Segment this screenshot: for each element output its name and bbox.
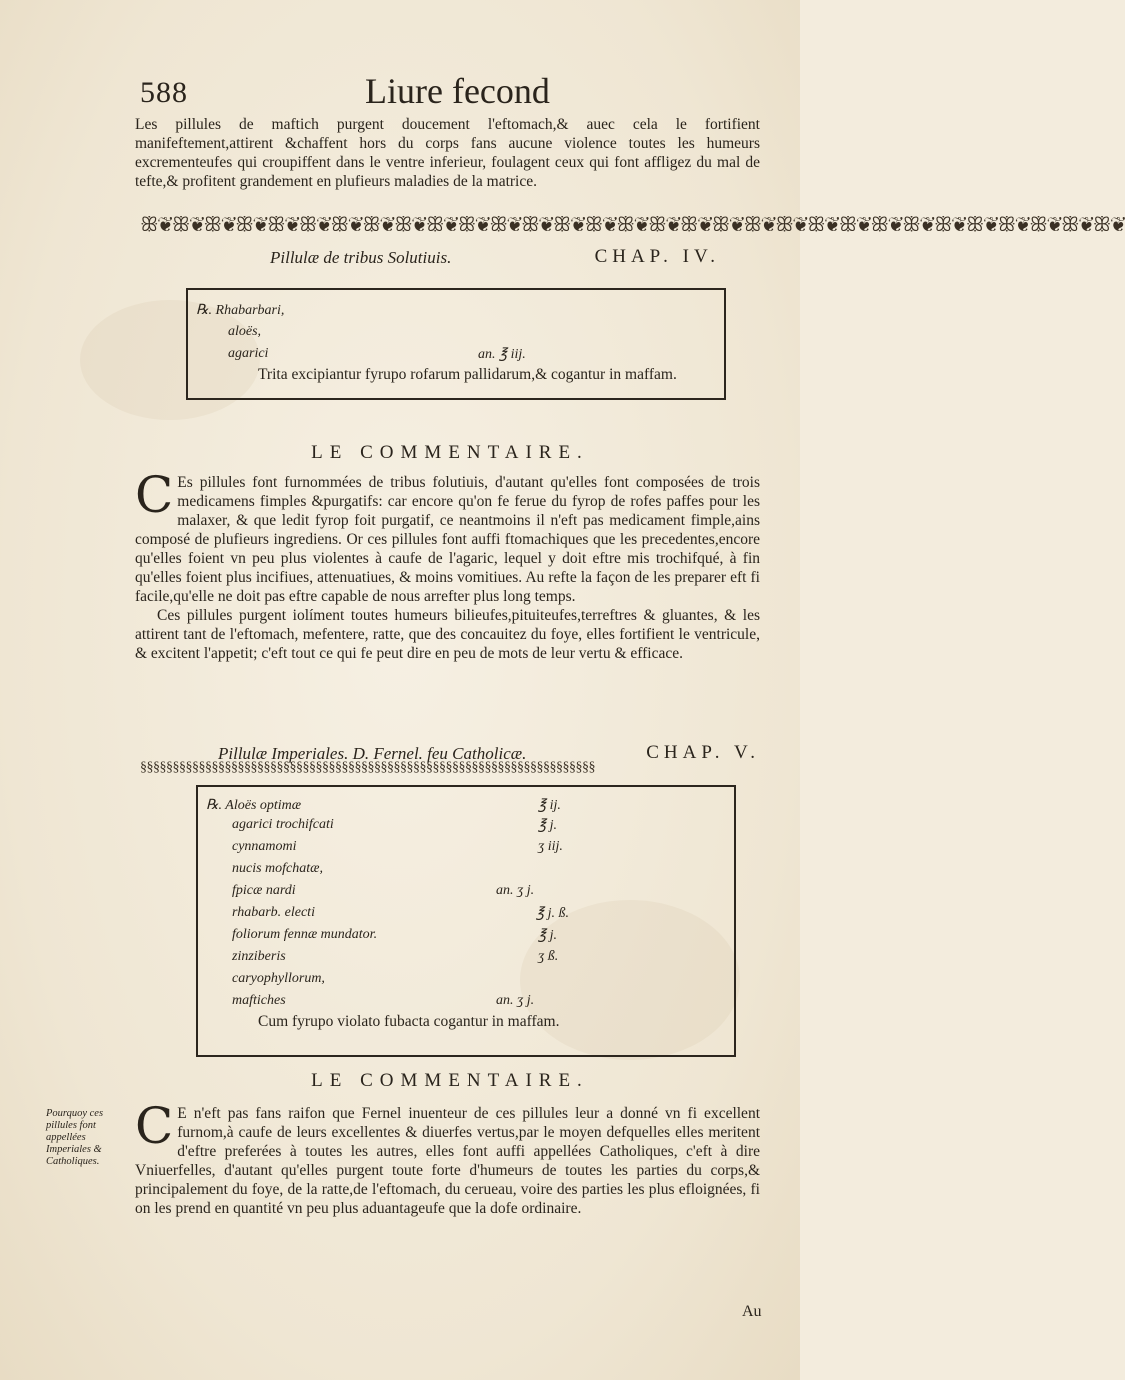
recipe-quantity: ℥ j. ß.	[536, 906, 569, 921]
chapter-heading	[140, 742, 760, 768]
recipe-ingredient: fpicæ nardi	[232, 883, 296, 898]
margin-note: Pourquoy ces pillules font appellées Imperiales & Catholiques.	[46, 1108, 104, 1167]
recipe-box	[186, 288, 726, 400]
recipe-ingredient: agarici	[228, 346, 269, 361]
recipe-quantity: an. ℥ iij.	[478, 347, 526, 362]
commentary-block	[135, 1097, 760, 1218]
recipe-ingredient: nucis mofchatæ,	[232, 861, 323, 876]
recipe-ingredient: rhabarb. electi	[232, 905, 315, 920]
recipe-ingredient: caryophyllorum,	[232, 971, 325, 986]
commentary-paragraph: Es pillules font furnommées de tribus folutiuis, d'autant qu'elles font composées de trois medicamens fimples &purgatifs: car encore qu'on fe ferue du fyrop de rofes paffes pour les malaxer, & que ledit fyrop foit purgatif, ce neantmoins il n'eft pas medicament fimple,ains composé de plufieurs ingrediens. Or ces pillules font auffi ftomachiques que les precedentes,encore qu'elles foient vn peu plus violentes à caufe de l'agaric, lequel y doit eftre mis trochifqué, à fin qu'elles foient plus incifiues, attenuatiues, & moins vomitiues. Au refte la façon de les preparer eft fi facile,qu'elle ne doit pas eftre capable de nous arrefter plus long temps.	[135, 474, 760, 605]
ornament-band: ꕥ❦ꕥ❦ꕥ❦ꕥ❦ꕥ❦ꕥ❦ꕥ❦ꕥ❦ꕥ❦ꕥ❦ꕥ❦ꕥ❦ꕥ❦ꕥ❦ꕥ❦ꕥ❦ꕥ❦ꕥ❦ꕥ❦ꕥ❦ꕥ❦ꕥ❦ꕥ❦ꕥ❦ꕥ❦ꕥ❦ꕥ❦ꕥ❦ꕥ❦ꕥ❦ꕥ❦	[140, 214, 1125, 236]
commentary-heading: LE COMMENTAIRE.	[311, 442, 589, 463]
recipe-quantity: ℥ j.	[538, 928, 557, 943]
recipe-ingredient: ℞. Aloës optimæ	[206, 798, 302, 813]
drop-cap: C	[135, 466, 174, 524]
recipe-ingredient: agarici trochifcati	[232, 817, 334, 832]
running-title: Liure fecond	[365, 71, 550, 111]
recipe-ingredient: ℞. Rhabarbari,	[196, 303, 285, 318]
chapter-heading	[140, 246, 760, 272]
recipe-ingredient: zinziberis	[232, 949, 286, 964]
recipe-instruction: Cum fyrupo violato fubacta cogantur in maffam.	[258, 1013, 560, 1030]
intro-paragraph-block	[135, 115, 760, 191]
recipe-ingredient: maftiches	[232, 993, 286, 1008]
page-number: 588	[140, 76, 188, 109]
chapter-title: Pillulæ Imperiales. D. Fernel. feu Catholicæ.	[218, 744, 527, 763]
page-header	[140, 70, 760, 120]
commentary-heading: LE COMMENTAIRE.	[311, 1070, 589, 1091]
recipe-box	[196, 785, 736, 1057]
chapter-title: Pillulæ de tribus Solutiuis.	[270, 248, 452, 267]
recipe-quantity: an. ʒ j.	[496, 883, 535, 898]
recipe-ingredient: foliorum fennæ mundator.	[232, 927, 378, 942]
recipe-ingredient: aloës,	[228, 324, 262, 339]
recipe-instruction: Trita excipiantur fyrupo rofarum pallidarum,& cogantur in maffam.	[258, 366, 677, 383]
catchword: Au	[742, 1303, 762, 1320]
drop-cap: C	[135, 1097, 174, 1155]
recipe-quantity: an. ʒ j.	[496, 993, 535, 1008]
recipe-quantity: ℥ j.	[538, 818, 557, 833]
recipe-quantity: ʒ ß.	[538, 949, 559, 964]
recipe-quantity: ℥ ij.	[538, 798, 561, 813]
chapter-label: CHAP. V.	[646, 742, 760, 763]
commentary-block	[135, 466, 760, 663]
chapter-label: CHAP. IV.	[594, 246, 720, 267]
commentary-paragraph: Ces pillules purgent iolíment toutes humeurs bilieufes,pituiteufes,terreftres & gluantes, & les attirent tant de l'eftomach, mefentere, ratte, que des concauitez du foye, elles fortifient le ventricule, & excitent l'appetit; c'eft tout ce qui fe peut dire en peu de mots de leur vertu & efficace.	[135, 607, 760, 662]
intro-paragraph: Les pillules de maftich purgent doucement l'eftomach,& auec cela le fortifient manifeftement,attirent &chaffent hors du corps fans aucune violence toutes les humeurs excrementeufes qui croupiffent dans le ventre inferieur, foulagent ceux qui font affligez du mal de tefte,& profitent grandement en plufieurs maladies de la matrice.	[135, 116, 760, 190]
ornament-band: §§§§§§§§§§§§§§§§§§§§§§§§§§§§§§§§§§§§§§§§§§§§§§§§§§§§§§§§§§§§§§§§§§§§§§	[140, 760, 595, 775]
recipe-ingredient: cynnamomi	[232, 839, 297, 854]
recipe-quantity: ʒ iij.	[538, 839, 563, 854]
commentary-paragraph: E n'eft pas fans raifon que Fernel inuenteur de ces pillules leur a donné vn fi excellent furnom,à caufe de leurs excellentes & diuerfes vertus,par le moyen defquelles elles meritent d'eftre preferées à toutes les autres, elles font auffi appellées Catholiques, c'eft à dire Vniuerfelles, d'autant qu'elles purgent toute forte d'humeurs de toutes les parties du corps,& principalement du foye, de la ratte,de l'eftomach, du cerueau, voire des parties les plus efloignées, fi on les prend en quantité vn peu plus aduantageufe que la dofe ordinaire.	[135, 1105, 760, 1217]
